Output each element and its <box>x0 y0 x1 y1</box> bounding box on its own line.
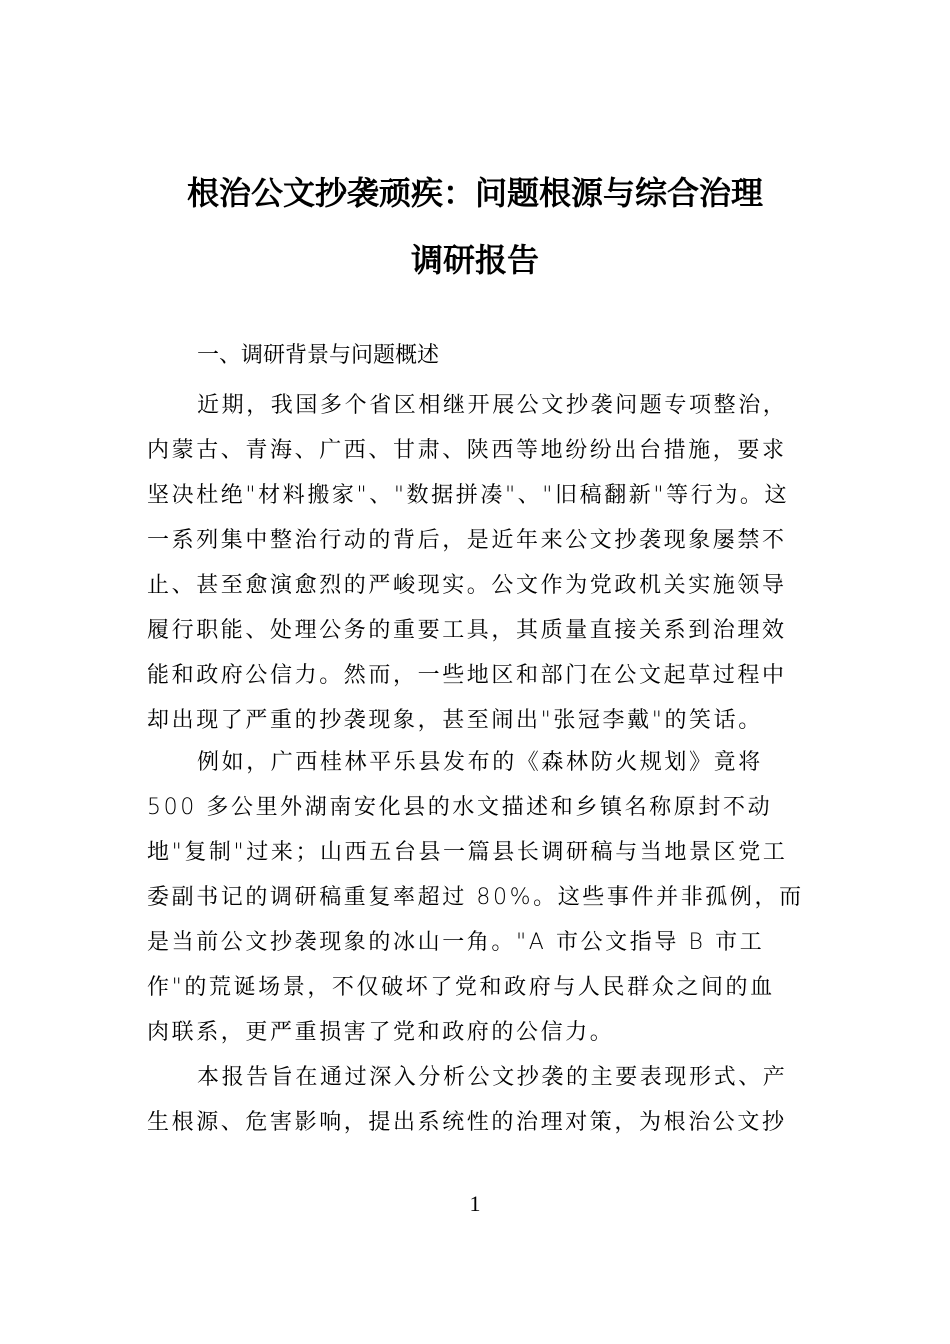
paragraph-line: 止、甚至愈演愈烈的严峻现实。公文作为党政机关实施领导 <box>147 573 787 598</box>
paragraph-line: 近期，我国多个省区相继开展公文抄袭问题专项整治， <box>197 393 788 418</box>
paragraph-line: 肉联系，更严重损害了党和政府的公信力。 <box>147 1020 615 1045</box>
paragraph-line: 生根源、危害影响，提出系统性的治理对策，为根治公文抄 <box>147 1110 787 1135</box>
section-heading: 一、调研背景与问题概述 <box>197 343 440 368</box>
paragraph-purpose <box>147 1055 807 1145</box>
paragraph-line: 履行职能、处理公务的重要工具，其质量直接关系到治理效 <box>147 618 787 643</box>
paragraph-line: 作"的荒诞场景，不仅破坏了党和政府与人民群众之间的血 <box>147 975 775 1000</box>
paragraph-line: 内蒙古、青海、广西、甘肃、陕西等地纷纷出台措施，要求 <box>147 438 787 463</box>
paragraph-line: 例如，广西桂林平乐县发布的《森林防火规划》竟将 <box>197 750 763 775</box>
document-title-line-2: 调研报告 <box>410 241 539 279</box>
paragraph-line: 是当前公文抄袭现象的冰山一角。"A 市公文指导 B 市工 <box>147 930 765 955</box>
paragraph-line: 却出现了严重的抄袭现象，甚至闹出"张冠李戴"的笑话。 <box>147 708 763 733</box>
page-number: 1 <box>469 1191 481 1216</box>
paragraph-line: 地"复制"过来；山西五台县一篇县长调研稿与当地景区党工 <box>147 840 788 865</box>
paragraph-line: 本报告旨在通过深入分析公文抄袭的主要表现形式、产 <box>197 1065 788 1090</box>
paragraph-background <box>147 383 807 743</box>
paragraph-line: 坚决杜绝"材料搬家"、"数据拼凑"、"旧稿翻新"等行为。这 <box>147 483 790 508</box>
paragraph-line: 委副书记的调研稿重复率超过 80%。这些事件并非孤例，而 <box>147 885 804 910</box>
paragraph-line: 一系列集中整治行动的背后，是近年来公文抄袭现象屡禁不 <box>147 528 787 553</box>
document-title-line-1: 根治公文抄袭顽疾：问题根源与综合治理 <box>186 174 763 212</box>
paragraph-line: 500 多公里外湖南安化县的水文描述和乡镇名称原封不动 <box>147 795 773 820</box>
paragraph-examples <box>147 740 807 1055</box>
paragraph-line: 能和政府公信力。然而，一些地区和部门在公文起草过程中 <box>147 663 787 688</box>
